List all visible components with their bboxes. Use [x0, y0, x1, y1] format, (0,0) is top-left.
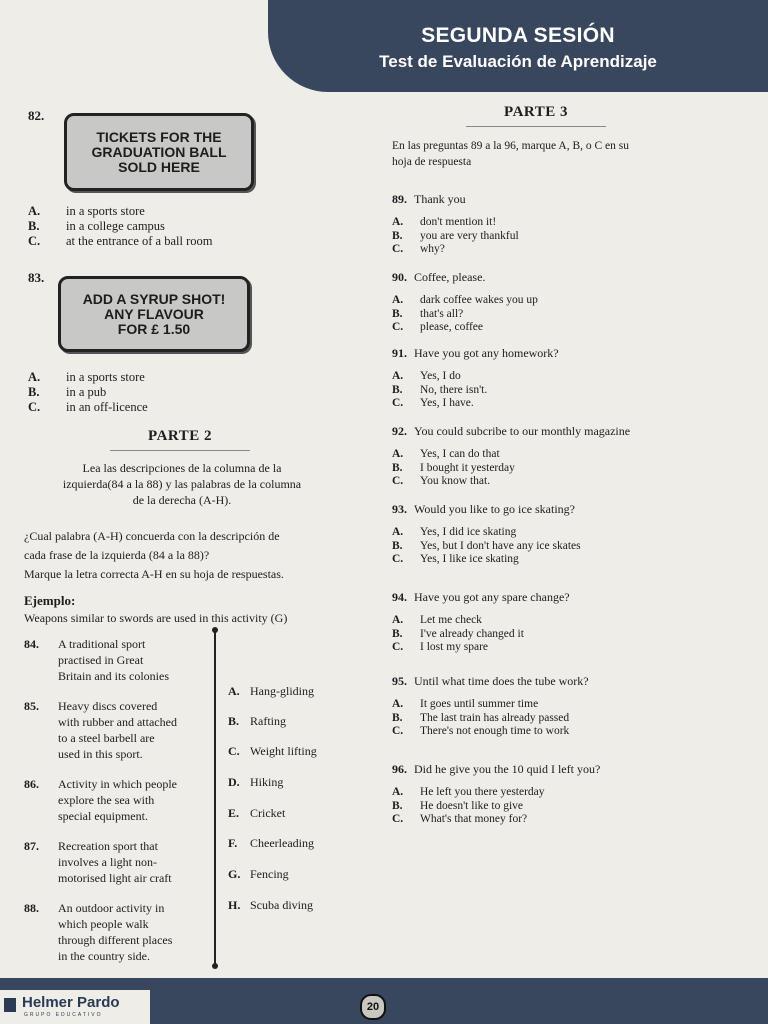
option-a[interactable]: A. Let me check	[392, 614, 482, 626]
option-b[interactable]: B. that's all?	[392, 307, 464, 320]
answer-option[interactable]: H. Scuba diving	[228, 898, 313, 912]
session-title: SEGUNDA SESIÓN	[421, 24, 615, 47]
option-a[interactable]: A. in a sports store	[28, 204, 145, 218]
option-c[interactable]: C. please, coffee	[392, 321, 483, 333]
option-c[interactable]: C. There's not enough time to work	[392, 725, 570, 737]
sign-line: ANY FLAVOUR	[104, 305, 204, 322]
section-heading-parte-3: PARTE 3	[504, 104, 568, 120]
option-a[interactable]: A. Yes, I did ice skating	[392, 526, 517, 538]
option-a[interactable]: A. dark coffee wakes you up	[392, 294, 538, 306]
session-subtitle: Test de Evaluación de Aprendizaje	[379, 52, 657, 71]
page-number: 20	[360, 994, 386, 1020]
sign-line: ADD A SYRUP SHOT!	[82, 290, 226, 307]
option-c[interactable]: C. at the entrance of a ball room	[28, 234, 213, 248]
question-89: 89. Thank you	[392, 192, 466, 206]
answer-option[interactable]: F. Cheerleading	[228, 836, 314, 850]
exam-page: SEGUNDA SESIÓN Test de Evaluación de Aprendizaje 82. TICKETS FOR THE GRADUATION BALL SOLD HERE A. in a sports store B. in a college campus C. at the entrance of a ball room 83. ADD A SYRUP SHOT! ANY FLAVOUR FOR £ 1.50 A. in a sports store B. in a pub C. in an off-licence PARTE 2 Lea las descripciones de la columna de la izquierda(84 a la 88) y las palabras de la columna de la derecha (A-H). ¿Cual palabra (A-H) concuerda con la descripción de cada frase de la izquierda (84 a la 88)? Marque la letra correcta A-H en su hoja de respuestas. Ejemplo: Weapons similar to swords are used in this activity (G) 84. A traditional sport practised in Great Britain and its colonies 85. Heavy discs covered with rubber and attached to a steel barbell are used in this sport. 86. Activity in which people explore the sea with special equipment. 87. Recreation sport that involves a light non- motorised light air craft 88. An outdoor activity in which people walk through different places in the country side. A. Hang-gliding B. Rafting C. Weight lifting D. Hiking E. Cricket F. Cheerleading G. Fencing H. Scuba diving PARTE 3 En las preguntas 89 a la 96, marque A, B, o C en su hoja de respuesta 89. Thank you A. don't mention it! B. you are very thankful C. why? 90. Coffee, please. A. dark coffee wakes you up B. that's all? C. please, coffee 91. Have you got any homework? A. Yes, I do B. No, there isn't. C. Yes, I have. 92. You could subcribe to our monthly magazine A. Yes, I can do that B. I bought it yesterday C. You know that. 93. Would you like to go ice skating? A. Yes, I did ice skating B. Yes, but I don't have any ice skates C. Yes, I like ice skating 94. Have you got any spare change? A. Let me check B. I've already changed it C. I lost my spare 95. Until what time does the tube work? A. It goes until summer time B. The last train has already passed C. There's not enough time to work 96. Did he give you the 10 quid I left you? A. He left you there yesterday B. He doesn't like to give C. What's that money for? Helmer Pardo GRUPO EDUCATIVO 20	[0, 0, 768, 1024]
option-a[interactable]: A. Yes, I can do that	[392, 448, 500, 460]
option-c[interactable]: C. You know that.	[392, 475, 491, 487]
question-92: 92. You could subcribe to our monthly magazine	[392, 424, 631, 438]
publisher-logo: Helmer Pardo GRUPO EDUCATIVO	[0, 990, 150, 1024]
parte3-instructions: En las preguntas 89 a la 96, marque A, B, o C en su hoja de respuesta	[392, 140, 629, 168]
option-b[interactable]: B. I bought it yesterday	[392, 461, 515, 474]
session-header	[268, 0, 768, 92]
question-93: 93. Would you like to go ice skating?	[392, 502, 576, 516]
option-b[interactable]: B. He doesn't like to give	[392, 799, 523, 812]
option-a[interactable]: A. Yes, I do	[392, 370, 461, 382]
section-heading-parte-2: PARTE 2	[148, 428, 212, 444]
question-number: 83.	[28, 270, 45, 285]
option-c[interactable]: C. What's that money for?	[392, 813, 528, 825]
sign-line: SOLD HERE	[118, 158, 200, 175]
question-91: 91. Have you got any homework?	[392, 346, 559, 360]
sign-syrup	[58, 276, 250, 352]
option-c[interactable]: C. Yes, I like ice skating	[392, 553, 519, 565]
option-b[interactable]: B. you are very thankful	[392, 229, 519, 242]
example-label: Ejemplo:	[24, 593, 76, 608]
answer-option[interactable]: A. Hang-gliding	[228, 684, 314, 698]
option-a[interactable]: A. in a sports store	[28, 370, 145, 384]
question-90: 90. Coffee, please.	[392, 270, 486, 284]
question-96: 96. Did he give you the 10 quid I left you?	[392, 762, 601, 776]
heading-divider	[466, 126, 606, 127]
answer-option[interactable]: D. Hiking	[228, 775, 284, 789]
sign-line: GRADUATION BALL	[91, 143, 227, 160]
heading-divider	[110, 450, 250, 451]
answer-option[interactable]: C. Weight lifting	[228, 744, 317, 758]
parte2-question: ¿Cual palabra (A-H) concuerda con la descripción de cada frase de la izquierda (84 a la 88)? Marque la letra correcta A-H en su hoja de respuestas.	[24, 529, 284, 581]
question-94: 94. Have you got any spare change?	[392, 590, 570, 604]
option-a[interactable]: A. It goes until summer time	[392, 698, 539, 710]
option-b[interactable]: B. No, there isn't.	[392, 383, 488, 396]
example-text: Weapons similar to swords are used in this activity (G)	[24, 611, 288, 625]
sign-line: TICKETS FOR THE	[96, 128, 222, 145]
question-number: 82.	[28, 108, 45, 123]
question-95: 95. Until what time does the tube work?	[392, 674, 589, 688]
parte2-intro: Lea las descripciones de la columna de la izquierda(84 a la 88) y las palabras de la columna de la derecha (A-H).	[62, 461, 302, 507]
option-c[interactable]: C. I lost my spare	[392, 641, 489, 653]
sign-tickets	[64, 113, 254, 191]
answer-option[interactable]: B. Rafting	[228, 714, 286, 728]
option-b[interactable]: B. I've already changed it	[392, 627, 524, 640]
sign-line: FOR £ 1.50	[117, 320, 191, 337]
answer-option[interactable]: G. Fencing	[228, 867, 289, 881]
option-c[interactable]: C. Yes, I have.	[392, 397, 474, 409]
option-c[interactable]: C. in an off-licence	[28, 400, 148, 414]
column-divider	[214, 630, 216, 966]
logo-mark-icon	[4, 998, 16, 1012]
option-b[interactable]: B. The last train has already passed	[392, 711, 570, 724]
option-c[interactable]: C. why?	[392, 243, 445, 255]
option-a[interactable]: A. don't mention it!	[392, 216, 497, 228]
option-b[interactable]: B. Yes, but I don't have any ice skates	[392, 539, 581, 552]
option-b[interactable]: B. in a college campus	[28, 219, 165, 233]
option-a[interactable]: A. He left you there yesterday	[392, 786, 545, 798]
option-b[interactable]: B. in a pub	[28, 385, 107, 399]
answer-option[interactable]: E. Cricket	[228, 806, 286, 820]
